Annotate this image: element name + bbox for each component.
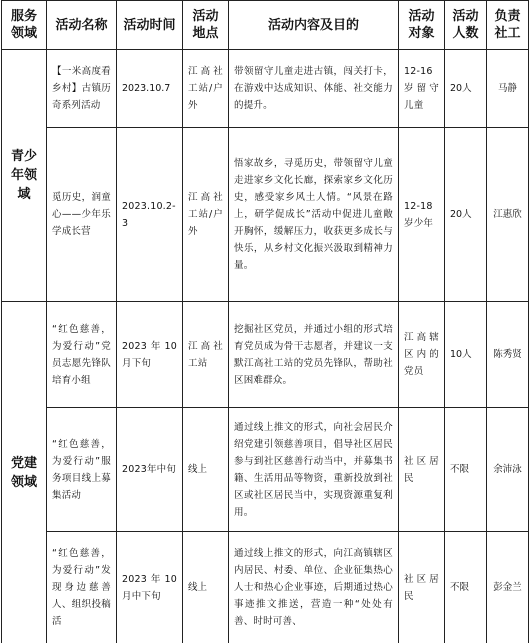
- header-social-worker: 负责社工: [487, 1, 529, 50]
- activity-name-cell: “红色慈善，为爱行动”党员志愿先锋队培育小组: [47, 302, 117, 408]
- activity-place-cell: 江高社工站: [183, 302, 229, 408]
- activity-name-cell: 【一米高度看乡村】古镇历奇系列活动: [47, 50, 117, 128]
- activity-target-cell: 江高辖区内的党员: [399, 302, 445, 408]
- activity-name-cell: 觅历史，润童心——少年乐学成长营: [47, 128, 117, 302]
- activity-place-cell: 江高社工站/户外: [183, 50, 229, 128]
- activity-content-cell: 带领留守儿童走进古镇，闯关打卡，在游戏中达成知识、体能、社交能力的提升。: [229, 50, 399, 128]
- header-activity-target: 活动对象: [399, 1, 445, 50]
- activity-count-cell: 不限: [445, 532, 487, 643]
- activity-content-cell: 悟家故乡，寻觅历史，带领留守儿童走进家乡文化长廊，探索家乡文化历史，感受家乡风土人情。“风景在路上，研学促成长”活动中促进儿童敞开胸怀，缓解压力，收获更多成长与快乐，从乡村文化振兴汲取到精神力量。: [229, 128, 399, 302]
- activity-name-cell: “红色慈善，为爱行动”发现身边慈善人、组织投稿活: [47, 532, 117, 643]
- activity-time-cell: 2023.10.7: [117, 50, 183, 128]
- table-row: [2, 408, 529, 532]
- activity-time-cell: 2023年中旬: [117, 408, 183, 532]
- header-activity-count: 活动人数: [445, 1, 487, 50]
- header-activity-name: 活动名称: [47, 1, 117, 50]
- activity-content-cell: 通过线上推文的形式，向社会居民介绍党建引领慈善项目，倡导社区居民参与到社区慈善行动当中，并募集书籍、生活用品等物资，重新投放到社区或社区居民当中，实现资源重复利用。: [229, 408, 399, 532]
- activity-time-cell: 2023年10月中下旬: [117, 532, 183, 643]
- activity-target-cell: 社区居民: [399, 408, 445, 532]
- table-row: [2, 302, 529, 408]
- activity-target-cell: 12-16岁留守儿童: [399, 50, 445, 128]
- header-activity-content: 活动内容及目的: [229, 1, 399, 50]
- domain-cell-youth: 青少年领域: [2, 50, 47, 302]
- activity-content-cell: 挖掘社区党员，并通过小组的形式培育党员成为骨干志愿者，并建议一支默江高社工站的党员先锋队，帮助社区困难群众。: [229, 302, 399, 408]
- activity-time-cell: 2023.10.2-3: [117, 128, 183, 302]
- social-worker-cell: 江惠欣: [487, 128, 529, 302]
- activity-place-cell: 线上: [183, 532, 229, 643]
- social-worker-cell: 彭金兰: [487, 532, 529, 643]
- table-row: [2, 128, 529, 302]
- social-worker-cell: 陈秀贤: [487, 302, 529, 408]
- header-activity-place: 活动地点: [183, 1, 229, 50]
- activity-target-cell: 社区居民: [399, 532, 445, 643]
- activity-schedule-table: [1, 0, 529, 643]
- activity-content-cell: 通过线上推文的形式，向江高镇辖区内居民、村委、单位、企业征集热心人士和热心企业事迹，后期通过热心事迹推文推送，营造一种“处处有善、时时可善、: [229, 532, 399, 643]
- activity-name-cell: “红色慈善，为爱行动”服务项目线上募集活动: [47, 408, 117, 532]
- header-domain: 服务领域: [2, 1, 47, 50]
- activity-count-cell: 10人: [445, 302, 487, 408]
- activity-count-cell: 不限: [445, 408, 487, 532]
- activity-target-cell: 12-18岁少年: [399, 128, 445, 302]
- table-row: [2, 532, 529, 643]
- activity-count-cell: 20人: [445, 50, 487, 128]
- header-row: [2, 1, 529, 50]
- table-row: [2, 50, 529, 128]
- activity-place-cell: 线上: [183, 408, 229, 532]
- domain-cell-party-building: 党建领域: [2, 302, 47, 643]
- social-worker-cell: 马静: [487, 50, 529, 128]
- header-activity-time: 活动时间: [117, 1, 183, 50]
- activity-place-cell: 江高社工站/户外: [183, 128, 229, 302]
- social-worker-cell: 余沛泳: [487, 408, 529, 532]
- activity-count-cell: 20人: [445, 128, 487, 302]
- activity-time-cell: 2023年10月下旬: [117, 302, 183, 408]
